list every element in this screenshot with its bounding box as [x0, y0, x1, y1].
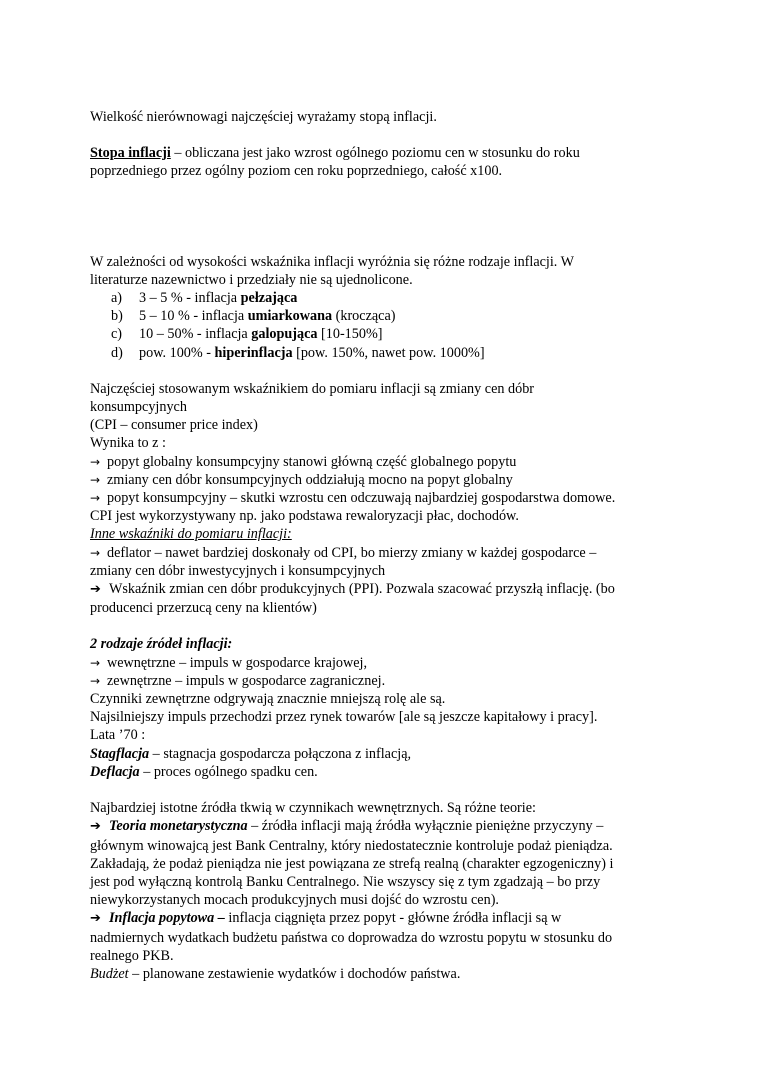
bold-arrow-right-icon: ➔ [90, 582, 101, 598]
list-item: d) pow. 100% - hiperinflacja [pow. 150%, nawet pow. 1000%] [111, 344, 485, 361]
term-budget: Budżet [90, 965, 129, 982]
document-page: Wielkość nierównowagi najczęściej wyrażamy stopą inflacji. Stopa inflacji – obliczana jest jako wzrost ogólnego poziomu cen w stosunku do roku poprzedniego przez ogólny poziom cen roku poprzedniego, całość x100. W zależności od wysokości wskaźnika inflacji wyróżnia się różne rodzaje inflacji. W literaturze nazewnictwo i przedziały nie są ujednolicone. a) 3 – 5 % - inflacja pełzająca b) 5 – 10 % - inflacja umiarkowana (krocząca) c) 10 – 50% - inflacja galopująca [10-150%] d) pow. 100% - hiperinflacja [pow. 150%, nawet pow. 1000%] Najczęściej stosowanym wskaźnikiem do pomiaru inflacji są zmiany cen dóbr konsumpcyjnych (CPI – consumer price index) Wynika to z : → popyt globalny konsumpcyjny stanowi główną część globalnego popytu → zmiany cen dóbr konsumpcyjnych oddziałują mocno na popyt globalny → popyt konsumpcyjny – skutki wzrostu cen odczuwają najbardziej gospodarstwa domowe. CPI jest wykorzystywany np. jako podstawa rewaloryzacji płac, dochodów. Inne wskaźniki do pomiaru inflacji: → deflator – nawet bardziej doskonały od CPI, bo mierzy zmiany w każdej gospodarce – zmiany cen dóbr inwestycyjnych i konsumpcyjnych ➔ Wskaźnik zmian cen dóbr produkcyjnych (PPI). Pozwala szacować przyszłą inflację. (bo producenci przerzucą ceny na klientów) 2 rodzaje źródeł inflacji: → wewnętrzne – impuls w gospodarce krajowej, → zewnętrzne – impuls w gospodarce zagranicznej. Czynniki zewnętrzne odgrywają znacznie mniejszą rolę ale są. Najsilniejszy impuls przechodzi przez rynek towarów [ale są jeszcze kapitałowy i pracy]. Lata ’70 : Stagflacja – stagnacja gospodarcza połączona z inflacją, Deflacja – proces ogólnego spadku cen. Najbardziej istotne źródła tkwią w czynnikach wewnętrznych. Są różne teorie: ➔ Teoria monetarystyczna – źródła inflacji mają źródła wyłącznie pieniężne przyczyny – głównym winowajcą jest Bank Centralny, który niedostatecznie kontroluje podaż pieniądza. Zakładają, że podaż pieniądza nie jest powiązana ze strefą realną (charakter egzogeniczny) i jest pod wyłączną kontrolą Banku Centralnego. Nie wszyscy się z tym zgadzają – bo przy niewykorzystanych mocach produkcyjnych musi dojść do wzrostu cen). ➔ Inflacja popytowa – inflacja ciągnięta przez popyt - główne źródła inflacji są w nadmiernych wydatkach budżetu państwa co doprowadza do wzrostu popytu w stosunku do realnego PKB. Budżet – planowane zestawienie wydatków i dochodów państwa. [90, 108, 690, 983]
inflation-types-intro: W zależności od wysokości wskaźnika inflacji wyróżnia się różne rodzaje inflacji. W [90, 253, 575, 270]
list-item: a) 3 – 5 % - inflacja pełzająca [111, 290, 298, 307]
intro-sentence: Wielkość nierównowagi najczęściej wyrażamy stopą inflacji. [90, 109, 437, 125]
arrow-right-icon: → [90, 655, 101, 670]
arrow-right-icon: → [90, 454, 101, 469]
arrow-right-icon: → [90, 491, 101, 506]
cpi-paragraph: Najczęściej stosowanym wskaźnikiem do pomiaru inflacji są zmiany cen dóbr [90, 380, 535, 397]
arrow-right-icon: → [90, 545, 101, 560]
inflation-rate-definition: Stopa inflacji – obliczana jest jako wzrost ogólnego poziomu cen w stosunku do roku [90, 145, 580, 162]
list-item: b) 5 – 10 % - inflacja umiarkowana (krocząca) [111, 308, 396, 325]
bold-arrow-right-icon: ➔ [90, 819, 101, 835]
term-demand-inflation: Inflacja popytowa – [109, 910, 225, 927]
bold-arrow-right-icon: ➔ [90, 911, 101, 927]
term-stagflation: Stagflacja [90, 745, 150, 762]
theories-intro: Najbardziej istotne źródła tkwią w czynnikach wewnętrznych. Są różne teorie: [90, 800, 536, 817]
term-inflation-rate: Stopa inflacji [90, 145, 171, 162]
arrow-right-icon: → [90, 673, 101, 688]
list-item: c) 10 – 50% - inflacja galopująca [10-150%] [111, 326, 383, 343]
other-indicators-heading: Inne wskaźniki do pomiaru inflacji: [90, 526, 292, 543]
sources-heading: 2 rodzaje źródeł inflacji: [90, 636, 233, 653]
arrow-right-icon: → [90, 472, 101, 487]
term-deflation: Deflacja [90, 763, 140, 780]
term-monetarist-theory: Teoria monetarystyczna [109, 818, 248, 835]
